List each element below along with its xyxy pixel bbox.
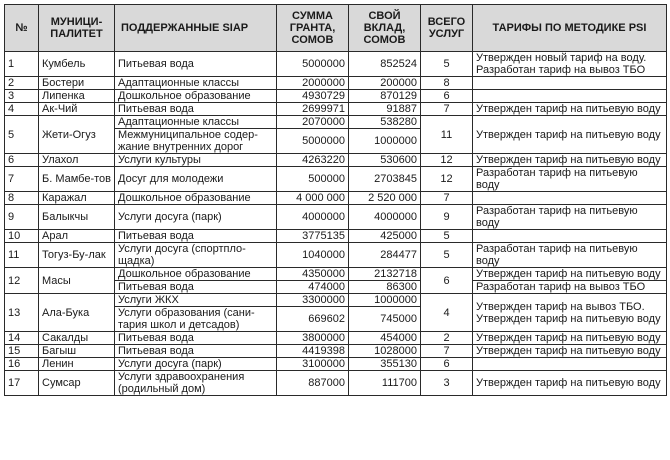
siap-cell: Питьевая вода [115, 345, 277, 358]
row-number: 9 [5, 205, 39, 230]
contribution-cell: 425000 [349, 230, 421, 243]
municipality-cell: Багыш [39, 345, 115, 358]
contribution-cell: 284477 [349, 243, 421, 268]
grant-cell: 4263220 [277, 154, 349, 167]
services-cell: 6 [421, 358, 473, 371]
services-cell: 6 [421, 90, 473, 103]
table-row [5, 116, 667, 129]
contribution-cell: 2132718 [349, 268, 421, 281]
contribution-cell: 4000000 [349, 205, 421, 230]
contribution-cell: 1000000 [349, 294, 421, 307]
header-grant: СУММА ГРАНТА, СОМОВ [277, 5, 349, 52]
municipality-cell: Каражал [39, 192, 115, 205]
contribution-cell: 111700 [349, 371, 421, 396]
table-row [5, 243, 667, 268]
services-cell: 12 [421, 167, 473, 192]
row-number: 4 [5, 103, 39, 116]
contribution-cell: 530600 [349, 154, 421, 167]
municipality-cell: Ленин [39, 358, 115, 371]
municipality-cell: Кумбель [39, 52, 115, 77]
siap-cell: Услуги досуга (парк) [115, 205, 277, 230]
tariff-cell: Утвержден новый тариф на воду. Разработан тариф на вывоз ТБО [473, 52, 667, 77]
contribution-cell: 2 520 000 [349, 192, 421, 205]
siap-cell: Досуг для молодежи [115, 167, 277, 192]
services-cell: 7 [421, 345, 473, 358]
municipality-cell: Бостери [39, 77, 115, 90]
tariff-cell: Утвержден тариф на питьевую воду [473, 116, 667, 154]
services-cell: 5 [421, 52, 473, 77]
grant-cell: 4 000 000 [277, 192, 349, 205]
row-number: 8 [5, 192, 39, 205]
table-row [5, 294, 667, 307]
services-cell: 3 [421, 371, 473, 396]
grant-cell: 5000000 [277, 129, 349, 154]
row-number: 15 [5, 345, 39, 358]
tariff-cell [473, 90, 667, 103]
services-cell: 9 [421, 205, 473, 230]
header-no: № [5, 5, 39, 52]
municipality-cell: Улахол [39, 154, 115, 167]
tariff-cell: Утвержден тариф на питьевую воду [473, 268, 667, 281]
siap-cell: Питьевая вода [115, 281, 277, 294]
grant-cell: 474000 [277, 281, 349, 294]
contribution-cell: 91887 [349, 103, 421, 116]
table-row [5, 90, 667, 103]
grant-cell: 2070000 [277, 116, 349, 129]
grant-cell: 3300000 [277, 294, 349, 307]
siap-cell: Дошкольное образование [115, 192, 277, 205]
table-row [5, 371, 667, 396]
row-number: 7 [5, 167, 39, 192]
grant-cell: 4930729 [277, 90, 349, 103]
municipality-cell: Жети-Огуз [39, 116, 115, 154]
tariff-cell: Утвержден тариф на питьевую воду [473, 103, 667, 116]
grant-cell: 669602 [277, 307, 349, 332]
contribution-cell: 1000000 [349, 129, 421, 154]
municipality-cell: Масы [39, 268, 115, 294]
grant-cell: 3100000 [277, 358, 349, 371]
siap-cell: Услуги здравоохранения (родильный дом) [115, 371, 277, 396]
contribution-cell: 454000 [349, 332, 421, 345]
services-cell: 6 [421, 268, 473, 294]
grant-cell: 2000000 [277, 77, 349, 90]
header-services: ВСЕГО УСЛУГ [421, 5, 473, 52]
tariff-cell: Утвержден тариф на питьевую воду [473, 371, 667, 396]
grant-cell: 3775135 [277, 230, 349, 243]
siap-cell: Дошкольное образование [115, 268, 277, 281]
row-number: 14 [5, 332, 39, 345]
siap-cell: Питьевая вода [115, 332, 277, 345]
table-row [5, 345, 667, 358]
siap-cell: Питьевая вода [115, 52, 277, 77]
tariff-cell [473, 358, 667, 371]
table-row [5, 154, 667, 167]
grant-cell: 4000000 [277, 205, 349, 230]
services-cell: 5 [421, 230, 473, 243]
header-municipality: МУНИЦИ-ПАЛИТЕТ [39, 5, 115, 52]
grant-cell: 1040000 [277, 243, 349, 268]
municipality-cell: Ак-Чий [39, 103, 115, 116]
tariff-cell: Разработан тариф на питьевую воду [473, 205, 667, 230]
siap-cell: Адаптационные классы [115, 77, 277, 90]
contribution-cell: 2703845 [349, 167, 421, 192]
municipality-cell: Балыкчы [39, 205, 115, 230]
municipality-cell: Тогуз-Бу-лак [39, 243, 115, 268]
table-row [5, 358, 667, 371]
siap-cell: Адаптационные классы [115, 116, 277, 129]
services-cell: 7 [421, 192, 473, 205]
contribution-cell: 200000 [349, 77, 421, 90]
contribution-cell: 870129 [349, 90, 421, 103]
tariff-cell [473, 230, 667, 243]
contribution-cell: 538280 [349, 116, 421, 129]
table-row [5, 192, 667, 205]
municipality-cell: Сакалды [39, 332, 115, 345]
grant-cell: 500000 [277, 167, 349, 192]
municipality-cell: Б. Мамбе-тов [39, 167, 115, 192]
row-number: 1 [5, 52, 39, 77]
grant-cell: 2699971 [277, 103, 349, 116]
services-cell: 4 [421, 294, 473, 332]
municipality-cell: Ала-Бука [39, 294, 115, 332]
grant-cell: 4419398 [277, 345, 349, 358]
header-tariffs: ТАРИФЫ ПО МЕТОДИКЕ PSI [473, 5, 667, 52]
tariff-cell: Утвержден тариф на питьевую воду [473, 154, 667, 167]
table-row [5, 77, 667, 90]
siap-cell: Дошкольное образование [115, 90, 277, 103]
siap-cell: Услуги образования (сани-тария школ и детсадов) [115, 307, 277, 332]
tariff-cell: Утвержден тариф на питьевую воду [473, 332, 667, 345]
services-cell: 12 [421, 154, 473, 167]
siap-cell: Межмуниципальное содер-жание внутренних дорог [115, 129, 277, 154]
grant-cell: 4350000 [277, 268, 349, 281]
tariff-cell [473, 77, 667, 90]
siap-cell: Услуги культуры [115, 154, 277, 167]
contribution-cell: 745000 [349, 307, 421, 332]
table-row [5, 205, 667, 230]
table-row [5, 332, 667, 345]
row-number: 17 [5, 371, 39, 396]
table-row [5, 268, 667, 281]
services-cell: 8 [421, 77, 473, 90]
tariff-cell: Утвержден тариф на питьевую воду [473, 345, 667, 358]
siap-cell: Питьевая вода [115, 103, 277, 116]
services-cell: 7 [421, 103, 473, 116]
tariff-cell: Разработан тариф на питьевую воду [473, 243, 667, 268]
tariff-cell: Разработан тариф на питьевую воду [473, 167, 667, 192]
contribution-cell: 86300 [349, 281, 421, 294]
services-cell: 11 [421, 116, 473, 154]
siap-cell: Услуги досуга (спортпло-щадка) [115, 243, 277, 268]
tariff-cell: Утвержден тариф на вывоз ТБО. Утвержден тариф на питьевую воду [473, 294, 667, 332]
municipality-cell: Липенка [39, 90, 115, 103]
contribution-cell: 355130 [349, 358, 421, 371]
table-row [5, 230, 667, 243]
row-number: 11 [5, 243, 39, 268]
row-number: 10 [5, 230, 39, 243]
table-row [5, 167, 667, 192]
municipality-cell: Сумсар [39, 371, 115, 396]
table-row [5, 103, 667, 116]
row-number: 2 [5, 77, 39, 90]
row-number: 13 [5, 294, 39, 332]
grant-cell: 3800000 [277, 332, 349, 345]
services-cell: 5 [421, 243, 473, 268]
row-number: 5 [5, 116, 39, 154]
siap-cell: Услуги досуга (парк) [115, 358, 277, 371]
contribution-cell: 852524 [349, 52, 421, 77]
header-row [5, 5, 667, 52]
table-container [4, 4, 667, 396]
contribution-cell: 1028000 [349, 345, 421, 358]
siap-cell: Питьевая вода [115, 230, 277, 243]
row-number: 16 [5, 358, 39, 371]
header-siap: ПОДДЕРЖАННЫЕ SIAP [115, 5, 277, 52]
row-number: 12 [5, 268, 39, 294]
municipality-cell: Арал [39, 230, 115, 243]
row-number: 3 [5, 90, 39, 103]
siap-cell: Услуги ЖКХ [115, 294, 277, 307]
row-number: 6 [5, 154, 39, 167]
siap-table [4, 4, 667, 396]
grant-cell: 5000000 [277, 52, 349, 77]
tariff-cell [473, 192, 667, 205]
tariff-cell: Разработан тариф на вывоз ТБО [473, 281, 667, 294]
header-contribution: СВОЙ ВКЛАД, СОМОВ [349, 5, 421, 52]
services-cell: 2 [421, 332, 473, 345]
grant-cell: 887000 [277, 371, 349, 396]
table-row [5, 52, 667, 77]
